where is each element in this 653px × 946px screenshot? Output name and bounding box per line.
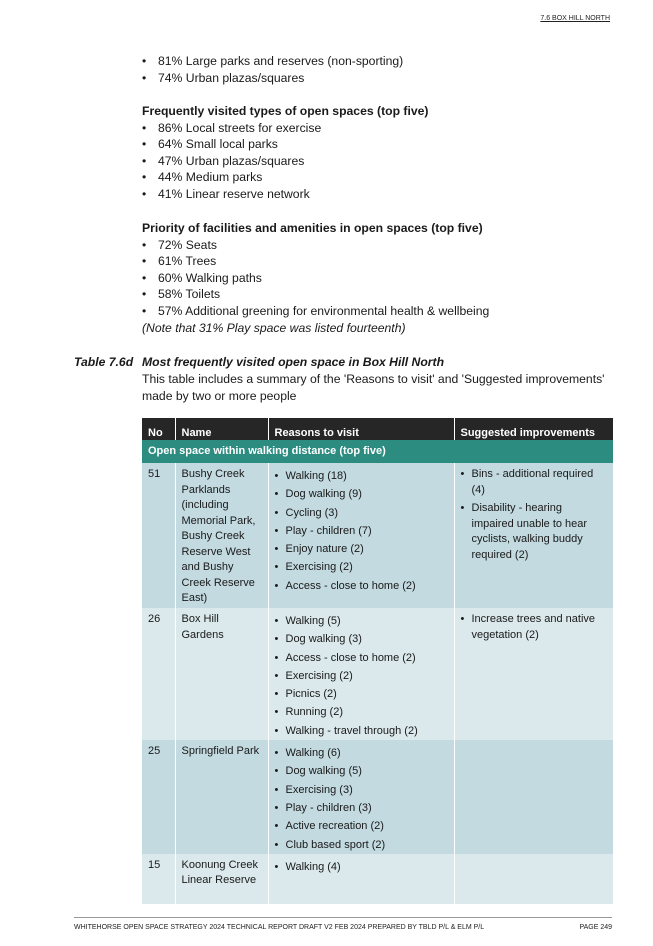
cell-reasons: [268, 463, 454, 608]
cell-improvements: [454, 608, 613, 740]
table-row: [142, 463, 613, 608]
cell-name: Box Hill Gardens: [175, 608, 268, 740]
reason-item: • Walking (18): [275, 467, 448, 485]
reason-item: • Walking - travel through (2): [275, 722, 448, 740]
reason-item: • Walking (5): [275, 612, 448, 630]
reason-item: • Walking (4): [275, 858, 448, 876]
priority-note: (Note that 31% Play space was listed fourteenth): [142, 320, 406, 335]
table-label: Table 7.6d: [74, 355, 134, 369]
cell-no: 26: [142, 608, 175, 740]
cell-reasons: [268, 740, 454, 854]
reason-item: • Walking (6): [275, 744, 448, 762]
list-item: • 74% Urban plazas/squares: [142, 70, 612, 87]
reason-item: • Dog walking (9): [275, 485, 448, 503]
list-item: • 61% Trees: [142, 253, 612, 270]
cell-improvements: [454, 854, 613, 904]
cell-reasons: [268, 854, 454, 904]
section-reference: 7.6 BOX HILL NORTH: [540, 15, 610, 22]
cell-reasons: [268, 608, 454, 740]
page-footer: [74, 917, 612, 931]
open-space-table: [142, 418, 613, 904]
priority-heading: Priority of facilities and amenities in open spaces (top five): [142, 221, 483, 235]
group-row: [142, 440, 613, 463]
improvement-item: • Increase trees and native vegetation (2): [461, 612, 608, 643]
cell-no: 25: [142, 740, 175, 854]
list-item: • 60% Walking paths: [142, 270, 612, 287]
list-item: • 57% Additional greening for environmental health & wellbeing: [142, 303, 612, 320]
list-item: • 41% Linear reserve network: [142, 186, 612, 203]
top-list-section: [142, 53, 612, 86]
footer-text: WHITEHORSE OPEN SPACE STRATEGY 2024 TECHNICAL REPORT DRAFT V2 FEB 2024 PREPARED BY TBLD P/L & ELM P/L: [74, 924, 485, 931]
improvement-item: • Disability - hearing impaired unable to hear cyclists, walking buddy required (2): [461, 501, 608, 563]
list-item: • 58% Toilets: [142, 286, 612, 303]
visited-section: [142, 103, 612, 203]
cell-no: 51: [142, 463, 175, 608]
reason-item: • Exercising (2): [275, 667, 448, 685]
table-row: [142, 740, 613, 854]
reason-item: • Dog walking (5): [275, 762, 448, 780]
list-item: • 81% Large parks and reserves (non-sporting): [142, 53, 612, 70]
column-header-reasons: Reasons to visit: [268, 418, 454, 440]
reason-item: • Access - close to home (2): [275, 577, 448, 595]
reason-item: • Cycling (3): [275, 504, 448, 522]
reason-item: • Access - close to home (2): [275, 649, 448, 667]
cell-name: Koonung Creek Linear Reserve: [175, 854, 268, 904]
page-number: PAGE 249: [579, 924, 612, 931]
visited-list: [142, 120, 612, 203]
table-row: [142, 608, 613, 740]
reason-item: • Club based sport (2): [275, 836, 448, 854]
cell-name: Bushy Creek Parklands (including Memorial Park, Bushy Creek Reserve West and Bushy Creek Reserve East): [175, 463, 268, 608]
reason-item: • Active recreation (2): [275, 817, 448, 835]
reason-item: • Exercising (3): [275, 781, 448, 799]
reason-item: • Play - children (3): [275, 799, 448, 817]
column-header-no: No: [142, 418, 175, 440]
priority-section: [142, 220, 612, 336]
cell-no: 15: [142, 854, 175, 904]
priority-list: [142, 237, 612, 320]
reason-item: • Running (2): [275, 703, 448, 721]
improvement-item: • Bins - additional required (4): [461, 467, 608, 498]
reason-item: • Play - children (7): [275, 522, 448, 540]
list-item: • 64% Small local parks: [142, 136, 612, 153]
cell-name: Springfield Park: [175, 740, 268, 854]
table-header-row: [142, 418, 613, 440]
cell-improvements: [454, 463, 613, 608]
table-title: Most frequently visited open space in Box Hill North: [142, 355, 445, 369]
group-label: Open space within walking distance (top five): [142, 440, 613, 463]
reason-item: • Picnics (2): [275, 685, 448, 703]
reason-item: • Dog walking (3): [275, 630, 448, 648]
list-item: • 47% Urban plazas/squares: [142, 153, 612, 170]
list-item: • 86% Local streets for exercise: [142, 120, 612, 137]
reason-item: • Enjoy nature (2): [275, 540, 448, 558]
column-header-improvements: Suggested improvements: [454, 418, 613, 440]
cell-improvements: [454, 740, 613, 854]
list-item: • 44% Medium parks: [142, 169, 612, 186]
table-description: This table includes a summary of the 'Reasons to visit' and 'Suggested improvements' made by two or more people: [142, 372, 605, 403]
list-item: • 72% Seats: [142, 237, 612, 254]
top-list: [142, 53, 612, 86]
visited-heading: Frequently visited types of open spaces (top five): [142, 104, 429, 118]
column-header-name: Name: [175, 418, 268, 440]
reason-item: • Exercising (2): [275, 558, 448, 576]
table-row: [142, 854, 613, 904]
